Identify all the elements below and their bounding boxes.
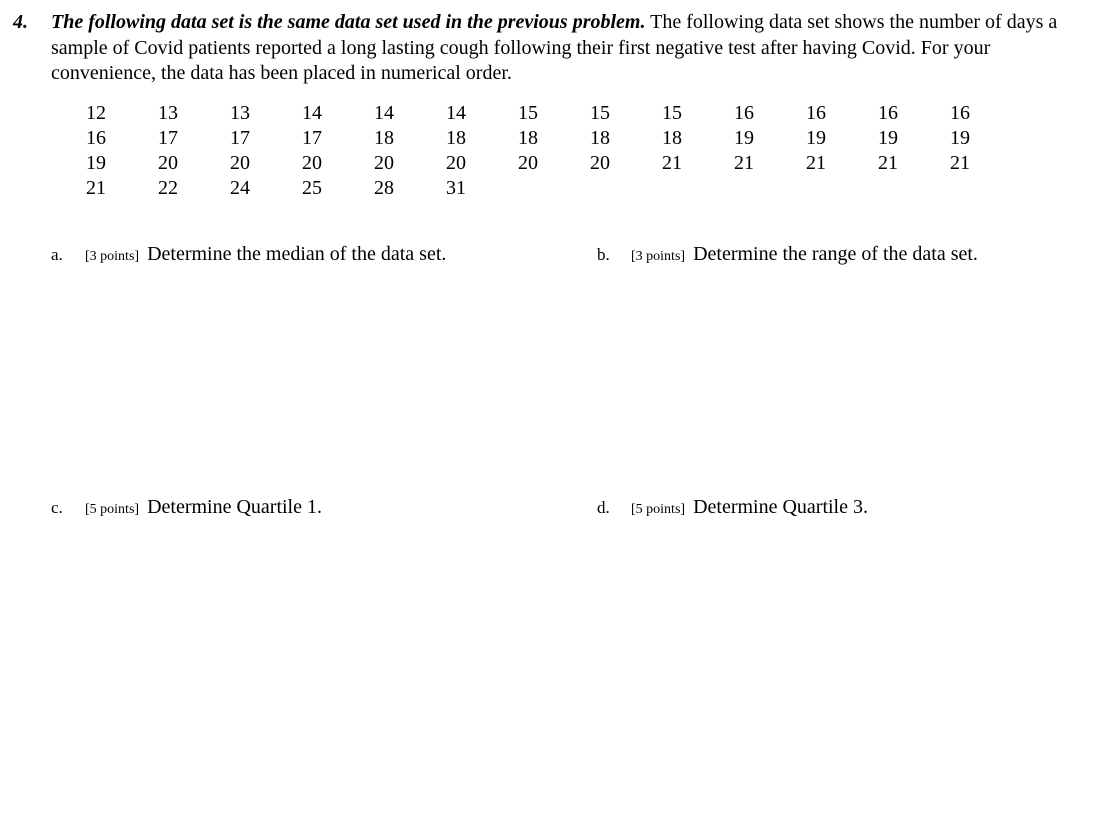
problem-body: The following data set shows the number of days a sample of Covid patients reported a long lasting cough following their first negative test after having Covid. For your convenience, the data has been placed in numerical order. — [51, 11, 1058, 84]
question-c-text: Determine Quartile 1. — [147, 496, 322, 518]
problem-statement — [13, 10, 1073, 87]
problem-lead: The following data set is the same data set used in the previous problem. — [51, 11, 646, 33]
data-value: 31 — [446, 177, 466, 199]
data-value: 21 — [86, 177, 106, 199]
question-c-points: [5 points] — [85, 502, 140, 517]
question-a-points: [3 points] — [85, 249, 140, 264]
data-value: 16 — [734, 102, 754, 124]
question-d-points: [5 points] — [631, 502, 686, 517]
data-set-table — [60, 101, 996, 201]
question-b — [597, 241, 978, 270]
data-value: 14 — [374, 102, 394, 124]
data-value: 18 — [518, 127, 538, 149]
data-value: 20 — [518, 152, 538, 174]
question-b-letter: b. — [597, 245, 610, 264]
data-value: 20 — [446, 152, 466, 174]
problem-number: 4. — [13, 11, 28, 33]
data-value: 18 — [590, 127, 610, 149]
question-b-text: Determine the range of the data set. — [693, 243, 978, 265]
data-value: 20 — [374, 152, 394, 174]
question-d — [597, 494, 868, 523]
data-value: 21 — [878, 152, 898, 174]
data-value: 19 — [86, 152, 106, 174]
data-value: 24 — [230, 177, 250, 199]
question-c-letter: c. — [51, 498, 63, 517]
data-value: 19 — [734, 127, 754, 149]
data-value: 14 — [302, 102, 322, 124]
data-value: 17 — [302, 127, 322, 149]
data-value: 19 — [878, 127, 898, 149]
data-value: 13 — [230, 102, 250, 124]
data-value: 18 — [374, 127, 394, 149]
data-value: 21 — [950, 152, 970, 174]
data-value: 20 — [158, 152, 178, 174]
data-value: 21 — [806, 152, 826, 174]
data-value: 28 — [374, 177, 394, 199]
data-value: 14 — [446, 102, 466, 124]
data-value: 25 — [302, 177, 322, 199]
data-value: 17 — [158, 127, 178, 149]
data-value: 20 — [230, 152, 250, 174]
data-value: 16 — [950, 102, 970, 124]
question-b-points: [3 points] — [631, 249, 686, 264]
data-value: 21 — [662, 152, 682, 174]
data-value: 19 — [806, 127, 826, 149]
data-value: 18 — [446, 127, 466, 149]
data-value: 20 — [302, 152, 322, 174]
data-value: 18 — [662, 127, 682, 149]
data-value: 13 — [158, 102, 178, 124]
data-value: 20 — [590, 152, 610, 174]
question-d-letter: d. — [597, 498, 610, 517]
data-value: 22 — [158, 177, 178, 199]
data-value: 15 — [518, 102, 538, 124]
question-a — [51, 241, 446, 270]
question-a-text: Determine the median of the data set. — [147, 243, 447, 265]
question-c — [51, 494, 322, 523]
problem-text — [51, 10, 1061, 87]
data-value: 21 — [734, 152, 754, 174]
data-value: 19 — [950, 127, 970, 149]
question-d-text: Determine Quartile 3. — [693, 496, 868, 518]
question-a-letter: a. — [51, 245, 63, 264]
data-value: 16 — [86, 127, 106, 149]
data-value: 16 — [806, 102, 826, 124]
data-value: 16 — [878, 102, 898, 124]
data-value: 15 — [590, 102, 610, 124]
data-value: 15 — [662, 102, 682, 124]
data-value: 17 — [230, 127, 250, 149]
data-value: 12 — [86, 102, 106, 124]
